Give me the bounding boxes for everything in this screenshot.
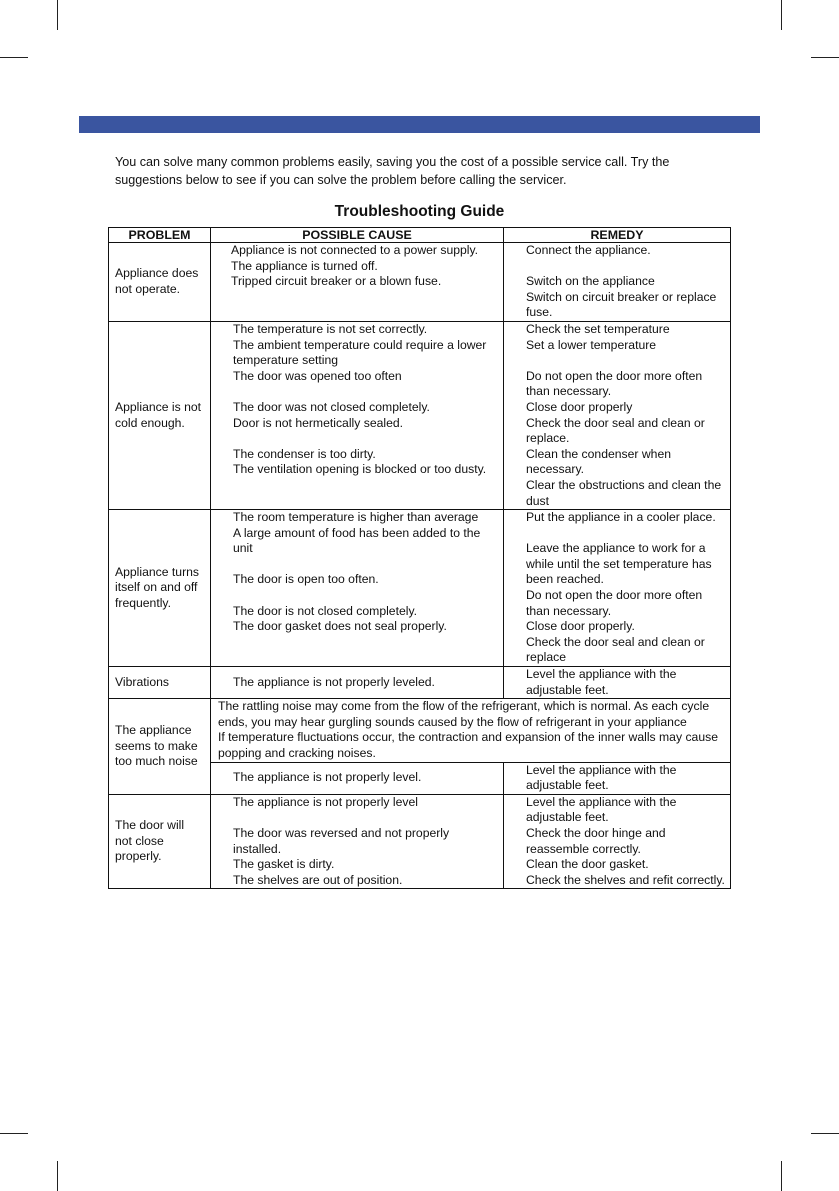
remedy-item: Check the set temperature	[526, 321, 670, 336]
header-cause: POSSIBLE CAUSE	[211, 228, 504, 243]
cause-item: Door is not hermetically sealed.	[233, 415, 404, 430]
header-problem: PROBLEM	[109, 228, 211, 243]
table-row	[109, 794, 731, 889]
problem-cell: Vibrations	[109, 667, 211, 699]
remedy-cell	[504, 510, 731, 667]
remedy-cell	[504, 243, 731, 322]
remedy-item: Switch on circuit breaker or replace fuse.	[526, 289, 717, 320]
remedy-item: Check the door hinge and reassemble correctly.	[526, 825, 666, 856]
remedy-item: Clear the obstructions and clean the dust	[526, 477, 722, 508]
cause-item: The appliance is not properly leveled.	[233, 674, 435, 689]
remedy-cell	[504, 762, 731, 794]
crop-mark	[0, 1133, 28, 1134]
problem-cell: Appliance is not cold enough.	[109, 321, 211, 509]
problem-cell: Appliance does not operate.	[109, 243, 211, 322]
crop-mark	[0, 57, 28, 58]
header-remedy: REMEDY	[504, 228, 731, 243]
table-header-row	[109, 228, 731, 243]
table-row	[109, 321, 731, 509]
remedy-item: Level the appliance with the adjustable feet.	[526, 794, 677, 825]
remedy-item: Clean the door gasket.	[526, 857, 649, 872]
cause-item: The ventilation opening is blocked or too dusty.	[233, 462, 487, 477]
crop-mark	[811, 57, 839, 58]
crop-mark	[57, 1161, 58, 1191]
table-row	[109, 243, 731, 322]
cause-item: A large amount of food has been added to the unit	[233, 525, 481, 556]
cause-item: The door gasket does not seal properly.	[233, 619, 447, 634]
remedy-item: Do not open the door more often than necessary.	[526, 588, 703, 618]
cause-cell	[211, 321, 504, 509]
problem-cell: Appliance turns itself on and off frequently.	[109, 510, 211, 667]
remedy-item: Close door properly	[526, 399, 633, 414]
crop-mark	[781, 1161, 782, 1191]
cause-item: The shelves are out of position.	[233, 872, 403, 887]
cause-item: The gasket is dirty.	[233, 857, 335, 872]
page-title: Troubleshooting Guide	[334, 203, 505, 220]
cause-item: The appliance is not properly level.	[233, 770, 422, 785]
remedy-cell	[504, 794, 731, 889]
cause-item: The appliance is not properly level	[233, 794, 418, 809]
remedy-item: Clean the condenser when necessary.	[526, 446, 671, 477]
section-header-bar	[79, 116, 760, 133]
table-row	[109, 699, 731, 762]
intro-paragraph: You can solve many common problems easily, saving you the cost of a possible service call. Try the suggestions below to see if you can solve the problem before calling the servicer.	[115, 155, 670, 187]
cause-item: The door was reversed and not properly installed.	[233, 825, 450, 856]
remedy-cell	[504, 667, 731, 699]
remedy-item: Level the appliance with the adjustable feet.	[526, 762, 677, 793]
cause-item: The condenser is too dirty.	[233, 446, 376, 461]
remedy-item: Level the appliance with the adjustable feet.	[526, 667, 677, 697]
cause-item: The door is open too often.	[233, 572, 379, 587]
crop-mark	[811, 1133, 839, 1134]
remedy-item: Check the door seal and clean or replace	[526, 634, 705, 665]
remedy-item: Set a lower temperature	[526, 337, 657, 352]
remedy-item: Do not open the door more often than necessary.	[526, 368, 703, 399]
crop-mark	[57, 0, 58, 30]
table-row	[109, 510, 731, 667]
cause-item: The ambient temperature could require a lower temperature setting	[233, 337, 487, 368]
cause-item: The door was not closed completely.	[233, 399, 430, 414]
cause-item: Appliance is not connected to a power supply.	[231, 243, 479, 257]
note-item: The rattling noise may come from the flow of the refrigerant, which is normal. As each cycle ends, you may hear gurgling sounds caused by the flow of refrigerant in your appliance	[218, 699, 710, 729]
remedy-item: Close door properly.	[526, 619, 635, 634]
table-row	[109, 667, 731, 699]
remedy-item: Switch on the appliance	[526, 274, 655, 289]
cause-cell	[211, 794, 504, 889]
cause-item: The room temperature is higher than average	[233, 510, 479, 525]
cause-item: The temperature is not set correctly.	[233, 321, 428, 336]
remedy-item: Check the shelves and refit correctly.	[526, 872, 725, 887]
cause-item: Tripped circuit breaker or a blown fuse.	[231, 274, 442, 289]
cause-item: The appliance is turned off.	[231, 258, 378, 273]
remedy-cell	[504, 321, 731, 509]
cause-cell	[211, 667, 504, 699]
note-cell	[211, 699, 731, 762]
remedy-item: Put the appliance in a cooler place.	[526, 510, 716, 525]
remedy-item: Check the door seal and clean or replace.	[526, 415, 705, 446]
cause-cell	[211, 243, 504, 322]
cause-cell	[211, 510, 504, 667]
problem-cell: The door will not close properly.	[109, 794, 211, 889]
problem-cell: The appliance seems to make too much noise	[109, 699, 211, 795]
cause-cell	[211, 762, 504, 794]
cause-item: The door was opened too often	[233, 368, 402, 383]
troubleshooting-table	[108, 227, 731, 889]
cause-item: The door is not closed completely.	[233, 603, 418, 618]
crop-mark	[781, 0, 782, 30]
remedy-item: Leave the appliance to work for a while until the set temperature has been reached.	[526, 541, 712, 587]
remedy-item: Connect the appliance.	[526, 243, 651, 257]
note-item: If temperature fluctuations occur, the contraction and expansion of the inner walls may cause popping and cracking noises.	[218, 730, 718, 760]
